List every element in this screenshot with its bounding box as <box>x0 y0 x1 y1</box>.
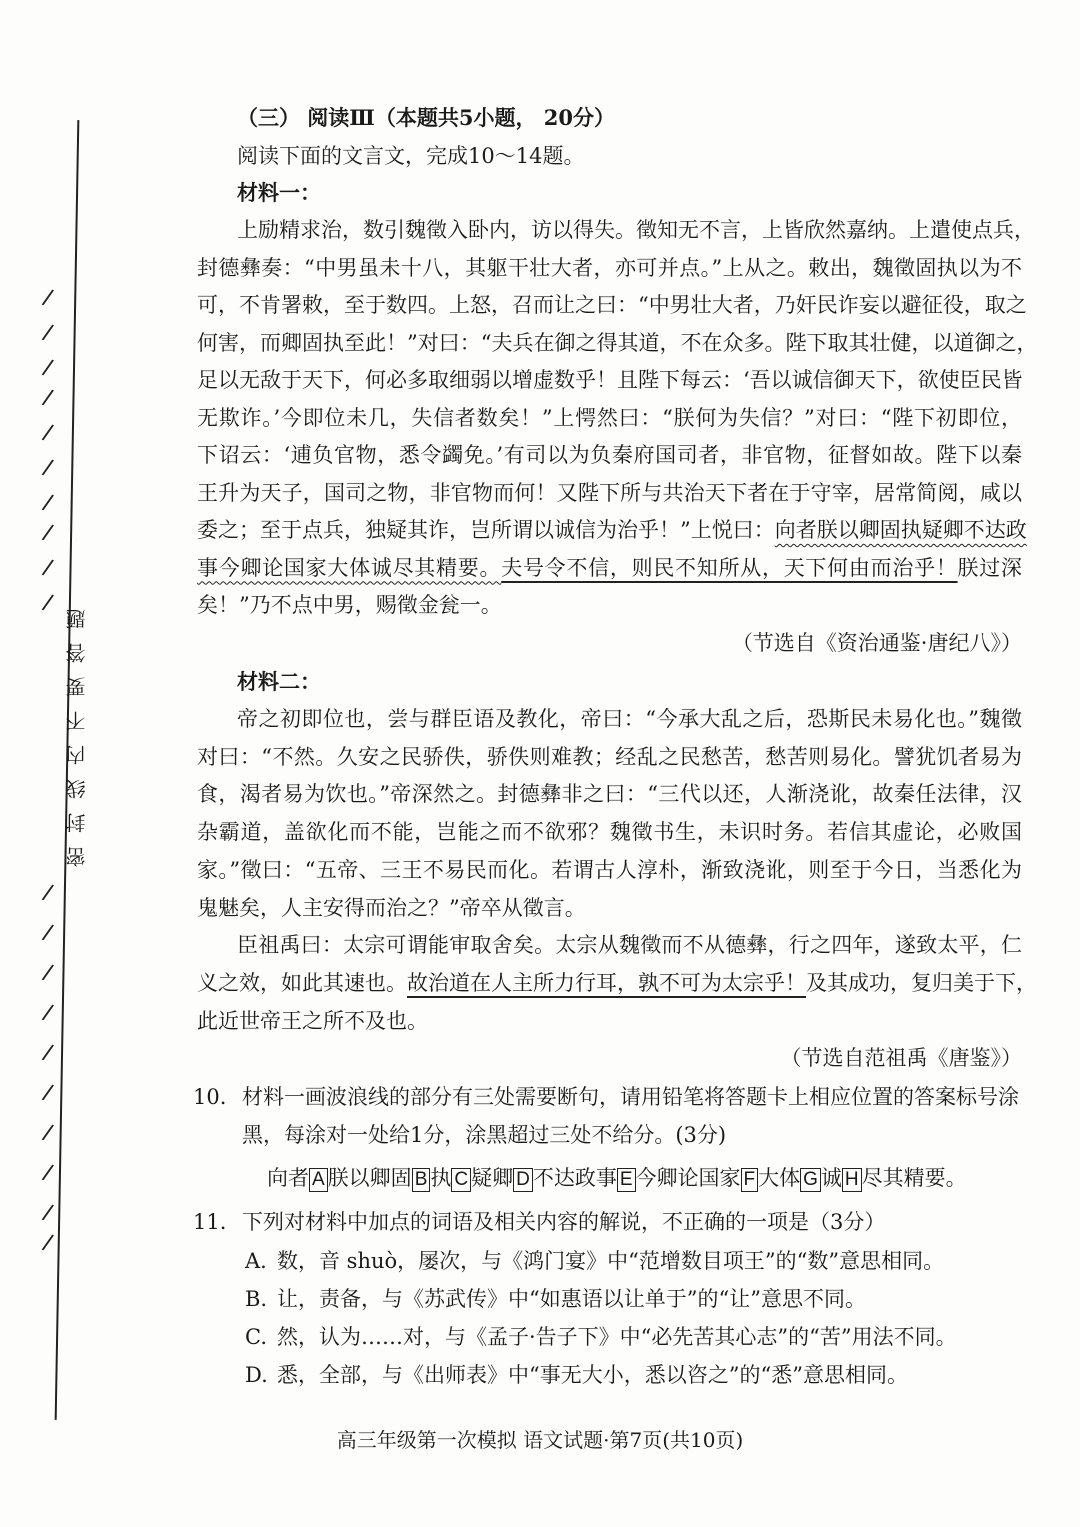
passage-text: 王升为天子，国司之物，非官物而何！又陛下所与共治天下者在于守宰，居常简阅，咸以 <box>197 480 1022 505</box>
passage-text: 可，不肯署敕，至于数四。上怒，召而让之曰：“中男壮大者，乃奸民诈妄以避征役，取之 <box>197 293 1027 317</box>
option-text: 数，音 shuò，屡次，与《鸿门宴》中“范增数目项王”的“数”意思相同。 <box>277 1249 945 1273</box>
passage-text: 何害，而卿固执至此！”对曰：“夫兵在御之得其道，不在众多。陛下取其壮健，以道御之， <box>197 330 1038 355</box>
passage-line <box>197 440 1022 470</box>
option-label: A. <box>245 1249 267 1273</box>
sentence-text: 大体 <box>758 1166 801 1190</box>
margin-slash: / <box>39 589 56 618</box>
passage-line <box>197 779 1022 809</box>
sentence-text: 疑卿 <box>471 1166 514 1190</box>
q10-stem-line: 黑，每涂对一处给1分，涂黑超过三处不给分。(3分) <box>242 1123 727 1147</box>
passage-line <box>197 590 1022 620</box>
passage-text: 无欺诈。’今即位未几，失信者数矣！”上愕然曰：“朕何为失信？”对曰：“陛下初即位， <box>197 405 1022 430</box>
passage-text: 矣！”乃不点中男，赐徵金瓮一。 <box>197 593 502 617</box>
binding-notice: 密封线内不要答题 <box>65 595 89 867</box>
margin-slash: / <box>39 1079 56 1108</box>
passage-line <box>197 328 1038 358</box>
passage-text: 下诏云：‘逋负官物，悉令蠲免。’有司以为负秦府国司者，非官物，征督如故。陛下以秦 <box>197 443 1022 467</box>
sentence-text: 向者 <box>267 1166 309 1190</box>
passage-text: 鬼魅矣，人主安得而治之？”帝卒从徵言。 <box>197 895 586 920</box>
passage-text: 上励精求治，数引魏徵入卧内，访以得失。徵知无不言，上皆欣然嘉纳。上遣使点兵， <box>237 218 1035 242</box>
passage-line <box>197 893 1022 923</box>
underlined-text: 故治道在人主所力行耳，孰不可为太宗乎！ <box>407 970 806 995</box>
margin-slash: / <box>39 1229 56 1258</box>
passage-line <box>237 215 1035 245</box>
passage-text: 委之；至于点兵，独疑其诈，岂所谓以诚信为治乎！”上悦曰： <box>197 518 775 542</box>
answer-marker-box: D <box>513 1168 533 1192</box>
margin-slash: / <box>39 319 56 348</box>
option-text: 悉，全部，与《出师表》中“事无大小，悉以咨之”的“悉”意思相同。 <box>277 1363 908 1387</box>
passage-line <box>197 253 1022 283</box>
sentence-text: 尽其精要。 <box>861 1166 967 1190</box>
passage-text: 对曰：“不然。久安之民骄佚，骄佚则难教；经乱之民愁苦，愁苦则易化。譬犹饥者易为 <box>197 744 1022 769</box>
sentence-text: 执 <box>430 1166 452 1190</box>
margin-slash: / <box>39 554 56 583</box>
underlined-text: 夫号令不信，则民不知所从，天下何由而治乎！ <box>501 555 958 580</box>
answer-marker-box: A <box>309 1168 328 1192</box>
q10-number: 10. <box>193 1085 227 1109</box>
margin-slash: / <box>39 354 56 383</box>
option-text: 让，责备，与《苏武传》中“如惠语以让单于”的“让”意思不同。 <box>277 1287 866 1311</box>
passage-text: 足以无敌于天下，何必多取细弱以增虚数乎！且陛下每云：‘吾以诚信御天下，欲使臣民皆 <box>197 368 1023 392</box>
q10-sentence <box>267 1163 967 1193</box>
margin-slash: / <box>39 1119 56 1148</box>
sentence-text: 今卿论国家 <box>635 1166 741 1190</box>
passage-line <box>237 704 1022 734</box>
passage-line <box>197 553 1022 583</box>
passage-text: 此近世帝王之所不及也。 <box>197 1008 428 1033</box>
passage-text: 及其成功，复归美于下， <box>806 970 1037 995</box>
sentence-text: 不达政事 <box>532 1166 617 1190</box>
margin-slash: / <box>39 1199 56 1228</box>
passage-line <box>197 403 1022 433</box>
q11-stem: 下列对材料中加点的词语及相关内容的解说，不正确的一项是（3分） <box>242 1210 886 1234</box>
material1-source: （节选自《资治通鉴·唐纪八》） <box>731 631 1022 655</box>
margin-slash: / <box>39 519 56 548</box>
passage-text: 封德彝奏：“中男虽未十八，其躯干壮大者，亦可并点。”上从之。敕出，魏徵固执以为不 <box>197 255 1022 280</box>
margin-slash: / <box>39 489 56 518</box>
section-heading: （三） 阅读Ⅲ（本题共5小题， 20分） <box>237 105 616 130</box>
answer-marker-box: B <box>412 1168 431 1192</box>
answer-marker-box: G <box>800 1168 821 1192</box>
passage-text: 臣祖禹曰：太宗可谓能审取舍矣。太宗从魏徵而不从德彝，行之四年，遂致太平，仁 <box>237 933 1022 958</box>
material1-label: 材料一： <box>237 180 321 205</box>
passage-line <box>197 478 1022 508</box>
margin-slash: / <box>39 919 56 948</box>
margin-slash: / <box>39 999 56 1028</box>
sentence-text: 诚 <box>820 1166 842 1190</box>
answer-marker-box: C <box>451 1168 471 1192</box>
wavy-underlined-text: 事今卿论国家大体诚尽其精要。 <box>197 555 502 580</box>
passage-line <box>197 515 1027 545</box>
q10-stem-line: 材料一画波浪线的部分有三处需要断句，请用铅笔将答题卡上相应位置的答案标号涂 <box>242 1085 1019 1109</box>
wavy-underlined-text: 向者朕以卿固执疑卿不达政 <box>774 518 1027 542</box>
section-instruction: 阅读下面的文言文，完成10～14题。 <box>237 144 585 168</box>
passage-line <box>197 817 1022 847</box>
passage-line <box>197 855 1022 885</box>
answer-marker-box: E <box>617 1168 636 1192</box>
passage-text: 帝之初即位也，尝与群臣语及教化，帝曰：“今承大乱之后，恐斯民未易化也。”魏徵 <box>237 707 1022 731</box>
passage-line <box>197 290 1027 320</box>
passage-text: 义之效，如此其速也。 <box>197 970 407 995</box>
passage-text: 家。”徵曰：“五帝、三王不易民而化。若谓古人淳朴，渐致浇讹，则至于今日，当悉化为 <box>197 857 1022 882</box>
margin-slash: / <box>39 284 56 313</box>
margin-slash: / <box>39 959 56 988</box>
material2-source: （节选自范祖禹《唐鉴》） <box>780 1046 1022 1070</box>
margin-slash: / <box>39 384 56 413</box>
option-label: C. <box>245 1325 267 1349</box>
margin-slash: / <box>39 419 56 448</box>
margin-slash: / <box>39 879 56 908</box>
answer-marker-box: F <box>741 1168 759 1192</box>
passage-text: 朕过深 <box>957 555 1023 580</box>
passage-line <box>197 968 1037 998</box>
passage-line <box>197 365 1022 395</box>
material2-label: 材料二： <box>237 669 321 694</box>
answer-marker-box: H <box>842 1168 862 1192</box>
q11-number: 11. <box>193 1210 227 1234</box>
option-label: D. <box>245 1363 268 1387</box>
passage-text: 食，渴者易为饮也。”帝深然之。封德彝非之曰：“三代以还，人渐浇讹，故秦任法律，汉 <box>197 782 1022 807</box>
passage-line <box>197 1006 1022 1036</box>
passage-line <box>237 930 1022 960</box>
sentence-text: 朕以卿固 <box>327 1166 412 1190</box>
option-text: 然，认为……对，与《孟子·告子下》中“必先苦其心志”的“苦”用法不同。 <box>277 1325 957 1349</box>
page-footer: 高三年级第一次模拟 语文试题·第7页(共10页) <box>336 1428 744 1452</box>
passage-text: 杂霸道，盖欲化而不能，岂能之而不欲邪？魏徵书生，未识时务。若信其虚论，必败国 <box>197 820 1022 845</box>
margin-slash: / <box>39 1159 56 1188</box>
passage-line <box>197 742 1022 772</box>
margin-slash: / <box>39 454 56 483</box>
option-label: B. <box>245 1287 268 1311</box>
margin-slash: / <box>39 1039 56 1068</box>
